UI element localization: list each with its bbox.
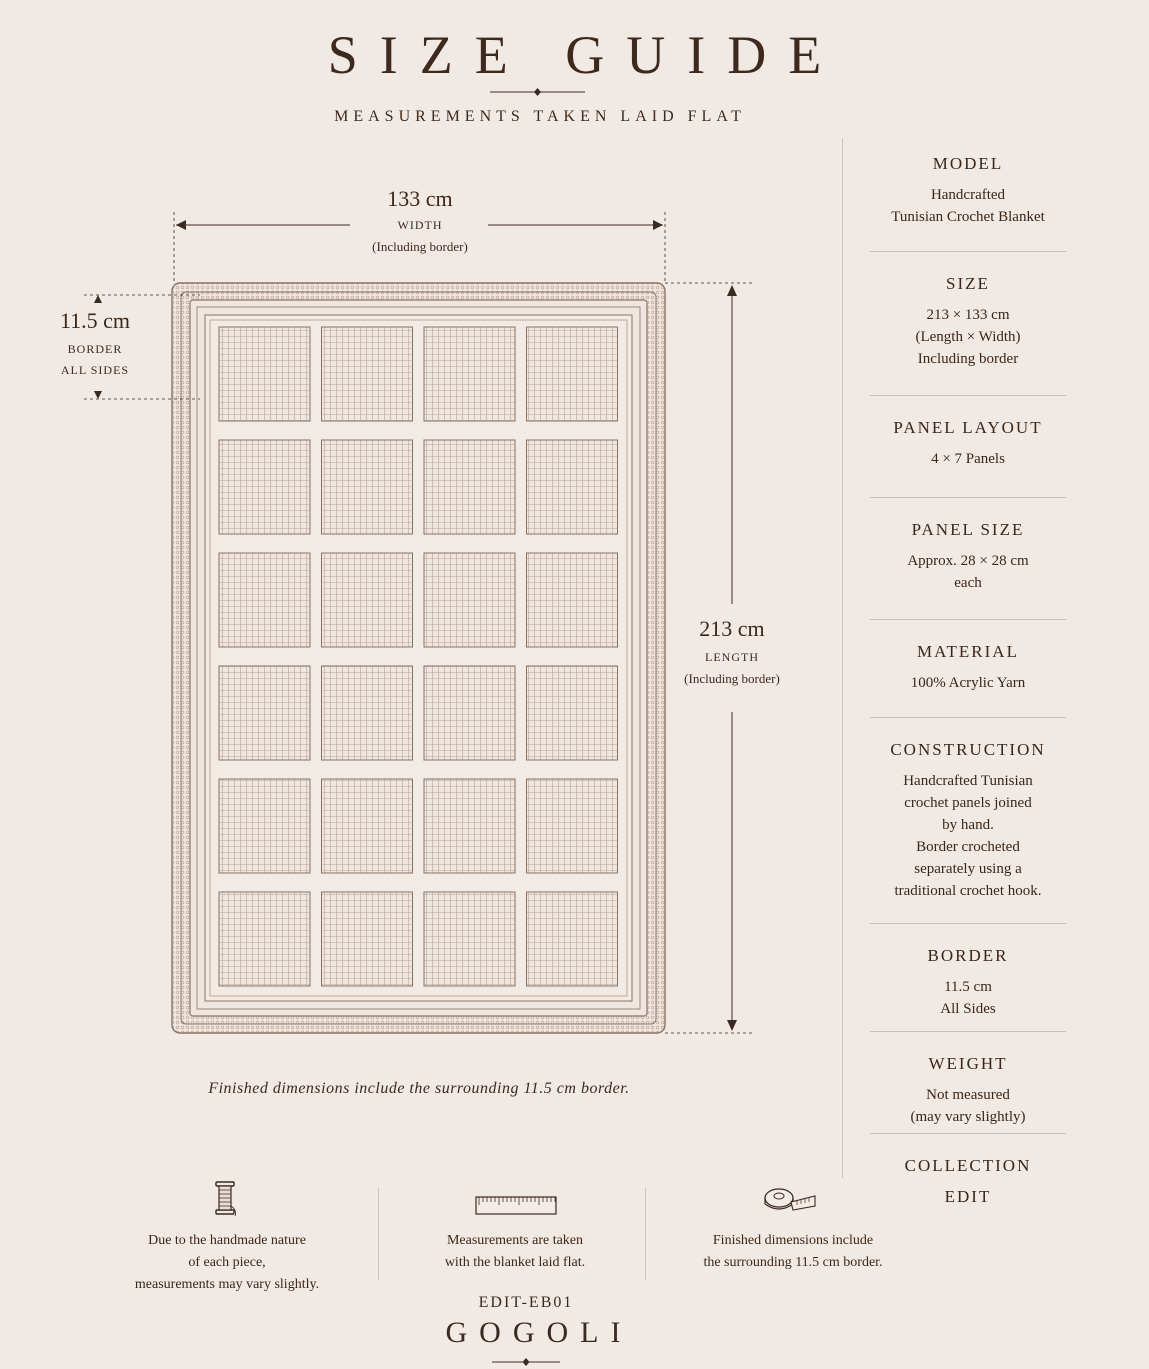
spec-weight xyxy=(870,1032,1066,1134)
brand-ornament xyxy=(492,1358,560,1366)
blanket-panel xyxy=(322,779,413,873)
spec-line: (may vary slightly) xyxy=(910,1109,1026,1125)
spec-line: All Sides xyxy=(940,1001,996,1017)
spec-value xyxy=(870,304,1066,370)
spec-value xyxy=(870,184,1066,228)
spec-line: Tunisian Crochet Blanket xyxy=(891,209,1045,225)
blanket-panel xyxy=(424,440,515,534)
blanket-panel xyxy=(424,553,515,647)
note-handmade: Due to the handmade nature of each piece, measurements may vary slightly. xyxy=(134,1233,320,1292)
blanket-panel xyxy=(322,440,413,534)
page-subtitle: MEASUREMENTS TAKEN LAID FLAT xyxy=(334,108,746,125)
blanket-panel xyxy=(219,327,310,421)
note-divider xyxy=(378,1188,379,1280)
spec-collection xyxy=(870,1134,1066,1214)
width-label: 133 cm WIDTH (Including border) xyxy=(372,186,468,254)
diagram-caption: Finished dimensions include the surrounding 11.5 cm border. xyxy=(208,1080,630,1097)
length-label: 213 cm LENGTH (Including border) xyxy=(684,616,780,686)
spec-title: PANEL LAYOUT xyxy=(893,418,1043,437)
spec-title: PANEL SIZE xyxy=(911,520,1025,539)
spec-value xyxy=(870,448,1066,470)
blanket-panel xyxy=(219,666,310,760)
blanket-panel xyxy=(219,440,310,534)
spec-line: Approx. 28 × 28 cm xyxy=(907,553,1029,569)
blanket-panel xyxy=(527,440,618,534)
blanket-panel xyxy=(219,892,310,986)
thread-spool-icon xyxy=(210,1180,240,1218)
spec-line: 213 × 133 cm xyxy=(926,307,1010,323)
blanket-panel xyxy=(424,327,515,421)
spec-line: by hand. xyxy=(942,817,994,833)
spec-value xyxy=(870,1186,1066,1208)
spec-line: 100% Acrylic Yarn xyxy=(910,675,1026,691)
spec-title: CONSTRUCTION xyxy=(890,740,1046,759)
spec-line: traditional crochet hook. xyxy=(894,883,1042,899)
blanket-panel xyxy=(424,892,515,986)
spec-title: MODEL xyxy=(932,154,1004,173)
note-border: Finished dimensions include the surrounding 11.5 cm border. xyxy=(703,1233,883,1270)
spec-line: 11.5 cm xyxy=(944,979,992,995)
spec-line: Handcrafted xyxy=(930,187,1006,203)
brand-logo: GOGOLI xyxy=(445,1316,633,1349)
spec-value xyxy=(870,770,1066,902)
spec-material xyxy=(870,620,1066,718)
spec-line: Including border xyxy=(917,351,1019,367)
spec-size xyxy=(870,252,1066,396)
spec-construction xyxy=(870,718,1066,924)
spec-value xyxy=(870,550,1066,594)
blanket-panel xyxy=(424,666,515,760)
blanket-panel xyxy=(527,892,618,986)
product-code: EDIT-EB01 xyxy=(478,1294,574,1311)
spec-value xyxy=(870,672,1066,694)
spec-title: WEIGHT xyxy=(928,1054,1008,1073)
spec-panel-layout xyxy=(870,396,1066,498)
column-divider xyxy=(842,138,843,1178)
blanket-panel xyxy=(219,779,310,873)
blanket-panel xyxy=(322,892,413,986)
blanket-panel xyxy=(322,553,413,647)
border-label: 11.5 cm BORDER ALL SIDES xyxy=(59,308,131,377)
blanket-panel xyxy=(322,666,413,760)
spec-model xyxy=(870,150,1066,252)
spec-value xyxy=(870,976,1066,1020)
measuring-tape-icon xyxy=(763,1184,817,1218)
blanket-panel xyxy=(322,327,413,421)
spec-line: 4 × 7 Panels xyxy=(931,451,1005,467)
spec-line: Not measured xyxy=(926,1087,1010,1103)
spec-column xyxy=(870,150,1066,1214)
spec-line: Handcrafted Tunisian xyxy=(903,773,1033,789)
spec-line: EDIT xyxy=(944,1187,992,1206)
spec-line: Border crocheted xyxy=(916,839,1020,855)
spec-line: separately using a xyxy=(914,861,1022,877)
spec-value xyxy=(870,1084,1066,1128)
note-laid-flat: Measurements are taken with the blanket laid flat. xyxy=(444,1233,586,1270)
spec-line: each xyxy=(954,575,982,591)
blanket-panel xyxy=(527,553,618,647)
blanket-panel xyxy=(424,779,515,873)
page-title: SIZE GUIDE xyxy=(327,25,844,85)
blanket-panel xyxy=(219,553,310,647)
blanket-panel xyxy=(527,666,618,760)
spec-border xyxy=(870,924,1066,1032)
spec-title: COLLECTION xyxy=(904,1156,1032,1175)
spec-title: BORDER xyxy=(927,946,1009,965)
spec-panel-size xyxy=(870,498,1066,620)
blanket-panel xyxy=(527,327,618,421)
spec-title: MATERIAL xyxy=(917,642,1019,661)
spec-line: crochet panels joined xyxy=(904,795,1032,811)
spec-line: (Length × Width) xyxy=(915,329,1021,345)
ruler-icon xyxy=(475,1194,557,1216)
blanket-panel xyxy=(527,779,618,873)
note-divider xyxy=(645,1188,646,1280)
spec-title: SIZE xyxy=(946,274,990,293)
